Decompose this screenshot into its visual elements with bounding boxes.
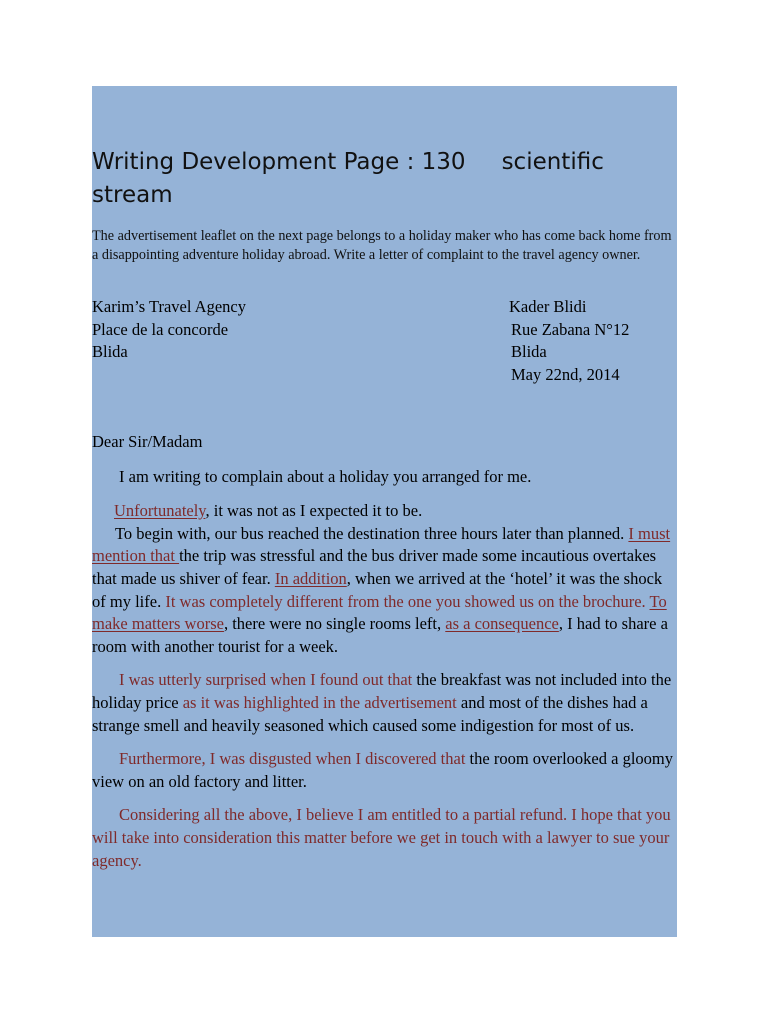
connector-in-addition: In addition xyxy=(274,568,347,588)
title-part-3: stream xyxy=(92,182,173,208)
recipient-line-3: Blida xyxy=(92,342,128,361)
recipient-line-1: Karim’s Travel Agency xyxy=(92,297,246,316)
paragraph-to-begin-with xyxy=(92,523,677,659)
page-title xyxy=(92,146,677,212)
title-part-1: Writing Development Page : 130 xyxy=(92,149,466,175)
highlight-phrase: It was completely different from the one you showed us on the brochure. xyxy=(165,591,646,611)
highlight-phrase: as it was highlighted in the advertisement xyxy=(182,692,457,712)
connector-i-must-mention: I must mention that xyxy=(92,523,671,566)
sender-name: Kader Blidi xyxy=(509,297,587,316)
sender-address xyxy=(509,296,629,386)
connector-to-make-matters-worse: To make matters worse xyxy=(92,591,667,634)
paragraph-text: and most of the dishes had a strange smell and heavily seasoned which caused some indigestion for most of us. xyxy=(92,692,648,735)
paragraph-text: the room overlooked a gloomy view on an old factory and litter. xyxy=(92,749,674,791)
paragraph-unfortunately xyxy=(92,500,677,523)
paragraph-text: To begin with, our bus reached the destination three hours later than planned. xyxy=(115,523,629,543)
paragraph-conclusion: Considering all the above, I believe I am entitled to a partial refund. I hope that you will take into consideration this matter before we get in touch with a lawyer to sue your agency. xyxy=(92,805,671,870)
letter-body xyxy=(92,431,677,883)
paragraph-text: the trip was stressful and the bus driver made some incautious overtakes that made us shiver of fear. xyxy=(92,546,657,588)
highlight-phrase: I was utterly surprised when I found out that xyxy=(119,670,413,690)
sender-street: Rue Zabana N°12 xyxy=(511,319,630,339)
connector-as-a-consequence: as a consequence xyxy=(445,614,559,634)
sender-city: Blida xyxy=(511,342,547,361)
paragraph-text: , I had to share a room with another tourist for a week. xyxy=(92,614,668,656)
letter-date: May 22nd, 2014 xyxy=(511,364,620,384)
title-part-2: scientific xyxy=(501,149,604,175)
paragraph-text: , when we arrived at the ‘hotel’ it was the shock of my life. xyxy=(92,568,663,611)
paragraph-text: , there were no single rooms left, xyxy=(223,614,446,634)
connector-unfortunately: Unfortunately xyxy=(114,501,206,521)
salutation: Dear Sir/Madam xyxy=(92,432,203,451)
recipient-address xyxy=(92,296,246,364)
paragraph-breakfast xyxy=(92,669,677,737)
paragraph-text: the breakfast was not included into the holiday price xyxy=(92,670,672,712)
paragraph-furthermore xyxy=(92,748,677,793)
instructions-text: The advertisement leaflet on the next page belongs to a holiday maker who has come back home from a disappointing adventure holiday abroad. Write a letter of complaint to the travel agency owner. xyxy=(92,228,672,263)
recipient-line-2: Place de la concorde xyxy=(92,319,229,339)
highlight-phrase: Furthermore, I was disgusted when I discovered that xyxy=(119,749,466,769)
paragraph-text: , it was not as I expected it to be. xyxy=(205,501,423,521)
opening-paragraph: I am writing to complain about a holiday you arranged for me. xyxy=(119,466,532,486)
